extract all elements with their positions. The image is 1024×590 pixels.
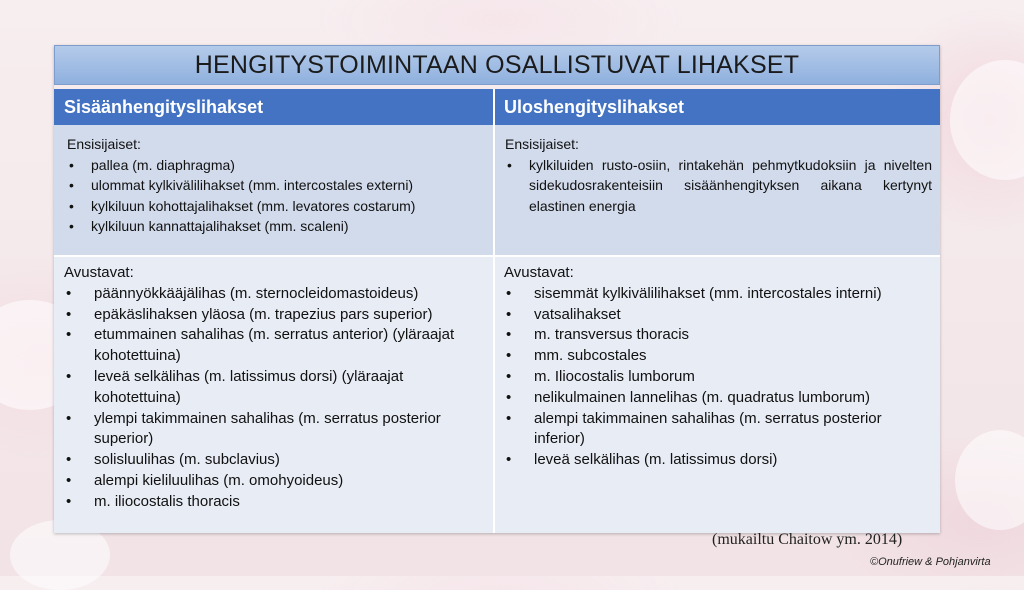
inspiratory-primary-cell bbox=[54, 125, 495, 255]
background-blossom bbox=[955, 430, 1024, 530]
list-item: • etummainen sahalihas (m. serratus anterior) (yläraajat kohotettuina) bbox=[64, 325, 487, 367]
expiratory-assisting-list bbox=[504, 284, 934, 471]
slide-title: HENGITYSTOIMINTAAN OSALLISTUVAT LIHAKSET bbox=[194, 50, 800, 79]
muscle-table bbox=[54, 45, 940, 533]
list-item: • pallea (m. diaphragma) bbox=[67, 155, 485, 176]
primary-muscles-row bbox=[54, 125, 940, 255]
list-item: • solisluulihas (m. subclavius) bbox=[64, 450, 487, 471]
list-item: • päännyökkääjälihas (m. sternocleidomastoideus) bbox=[64, 284, 487, 305]
inspiratory-primary-list bbox=[67, 155, 485, 237]
list-item: • leveä selkälihas (m. latissimus dorsi) bbox=[504, 450, 934, 471]
inspiratory-header: Sisäänhengityslihakset bbox=[54, 89, 495, 125]
expiratory-assisting-cell bbox=[495, 257, 940, 533]
list-item: • vatsalihakset bbox=[504, 305, 934, 326]
list-item: • kylkiluun kannattajalihakset (mm. scaleni) bbox=[67, 216, 485, 237]
inspiratory-assisting-list bbox=[64, 284, 487, 513]
list-item: • kylkiluiden rusto-osiin, rintakehän pehmytkudoksiin ja nivelten sidekudosrakenteisiin sisäänhengityksen aikana kertynyt elastinen energia bbox=[505, 155, 932, 217]
list-item: • epäkäslihaksen yläosa (m. trapezius pars superior) bbox=[64, 305, 487, 326]
section-label: Avustavat: bbox=[504, 264, 574, 281]
list-item: • nelikulmainen lannelihas (m. quadratus lumborum) bbox=[504, 388, 934, 409]
list-item: • m. Iliocostalis lumborum bbox=[504, 367, 934, 388]
list-item: • alempi kieliluulihas (m. omohyoideus) bbox=[64, 471, 487, 492]
source-note: (mukailtu Chaitow ym. 2014) bbox=[712, 531, 903, 548]
list-item: • sisemmät kylkivälilihakset (mm. intercostales interni) bbox=[504, 284, 934, 305]
inspiratory-assisting-cell bbox=[54, 257, 495, 533]
background-blossom bbox=[950, 60, 1024, 180]
column-header-row bbox=[54, 89, 940, 125]
section-label: Avustavat: bbox=[64, 264, 134, 281]
list-item: • alempi takimmainen sahalihas (m. serratus posterior inferior) bbox=[504, 409, 934, 451]
expiratory-primary-list bbox=[505, 155, 932, 217]
list-item: • mm. subcostales bbox=[504, 346, 934, 367]
expiratory-header: Uloshengityslihakset bbox=[504, 96, 685, 117]
list-item: • kylkiluun kohottajalihakset (mm. levatores costarum) bbox=[67, 196, 485, 217]
assisting-muscles-row bbox=[54, 257, 940, 533]
list-item: • leveä selkälihas (m. latissimus dorsi) (yläraajat kohotettuina) bbox=[64, 367, 487, 409]
title-bar bbox=[54, 45, 940, 85]
section-label: Ensisijaiset: bbox=[505, 136, 579, 152]
list-item: • m. transversus thoracis bbox=[504, 325, 934, 346]
expiratory-primary-cell bbox=[495, 125, 940, 255]
list-item: • ulommat kylkivälilihakset (mm. intercostales externi) bbox=[67, 175, 485, 196]
copyright-note: ©Onufriew & Pohjanvirta bbox=[870, 556, 991, 568]
section-label: Ensisijaiset: bbox=[67, 136, 141, 152]
list-item: • ylempi takimmainen sahalihas (m. serratus posterior superior) bbox=[64, 409, 487, 451]
list-item: • m. iliocostalis thoracis bbox=[64, 492, 487, 513]
